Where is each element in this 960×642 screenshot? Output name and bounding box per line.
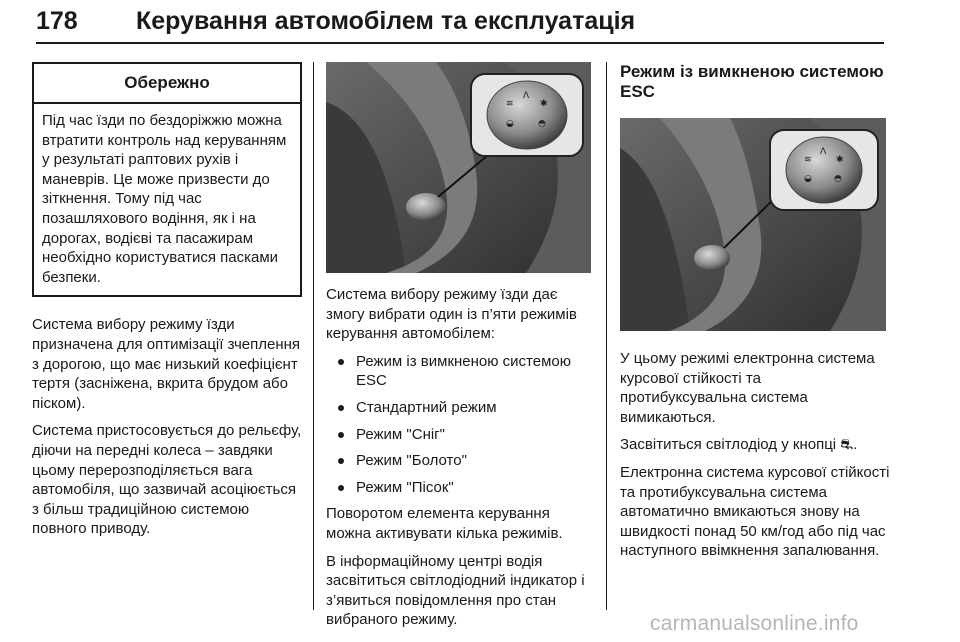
svg-text:≋: ≋ xyxy=(506,99,514,109)
esc-off-icon: ⛐. xyxy=(840,436,858,454)
section-heading: Режим із вимкненою системою ESC xyxy=(620,62,884,101)
svg-text:✱: ✱ xyxy=(540,99,548,109)
warning-body: Під час їзди по бездоріжжю можна втратити контроль над керуванням у результаті раптових рухів і маневрів. Це може призвести до зіткнення. Тому під час позашляхового водіння, як і на дорогах, водієві та пасажирам необхідно користуватися пасками безпеки. xyxy=(42,112,287,286)
paragraph: Поворотом елемента керування можна активувати кілька режимів. xyxy=(326,505,563,542)
svg-text:Λ: Λ xyxy=(820,147,827,157)
svg-text:◓: ◓ xyxy=(538,119,546,129)
paragraph: У цьому режимі електронна система курсової стійкості та протибуксувальна система вимикаються. xyxy=(620,350,875,426)
list-item: Режим "Болото" xyxy=(326,451,594,471)
svg-text:◓: ◓ xyxy=(834,174,842,184)
paragraph: В інформаційному центрі водія засвітиться світлодіодний індикатор і з’явиться повідомлення про стан вибраного режиму. xyxy=(326,552,585,629)
page-header xyxy=(36,8,884,44)
drive-mode-dial-photo xyxy=(326,62,591,273)
mode-list xyxy=(326,352,594,498)
list-item: Стандартний режим xyxy=(326,398,594,418)
warning-box xyxy=(32,62,302,297)
list-item: Режим "Сніг" xyxy=(326,425,594,445)
paragraph xyxy=(620,435,890,455)
svg-text:Λ: Λ xyxy=(523,91,530,101)
svg-text:◒: ◒ xyxy=(506,119,514,129)
svg-text:✱: ✱ xyxy=(836,155,844,165)
paragraph: Система вибору режиму їзди дає змогу вибрати один із п’яти режимів керування автомобілем: xyxy=(326,286,577,343)
column-middle xyxy=(326,62,594,638)
column-divider xyxy=(313,62,314,610)
page-number: 178 xyxy=(36,7,78,35)
page-title: Керування автомобілем та експлуатація xyxy=(136,7,636,35)
list-item: Режим "Пісок" xyxy=(326,478,594,498)
paragraph-text: Засвітиться світлодіод у кнопці xyxy=(620,436,837,454)
paragraph: Система вибору режиму їзди призначена для оптимізації зчеплення з дорогою, що має низький коефіцієнт тертя (засніжена, вкрита брудом або піском). xyxy=(32,316,301,412)
console-illustration xyxy=(326,62,591,273)
drive-mode-dial-photo xyxy=(620,118,886,331)
console-illustration xyxy=(620,118,886,331)
svg-text:≋: ≋ xyxy=(804,155,812,165)
list-item: Режим із вимкненою системою ESC xyxy=(326,352,594,391)
warning-title: Обережно xyxy=(34,64,300,104)
column-left xyxy=(32,62,304,547)
watermark: carmanualsonline.info xyxy=(650,612,859,635)
paragraph: Електронна система курсової стійкості та протибуксувальна система автоматично вмикаються знову на швидкості понад 50 км/год або під час наступного ввімкнення запалювання. xyxy=(620,463,890,560)
svg-text:◒: ◒ xyxy=(804,174,812,184)
column-right xyxy=(620,62,890,569)
column-divider xyxy=(606,62,607,610)
paragraph: Система пристосовується до рельєфу, діючи на передні колеса – завдяки цьому перерозподіляється вага автомобіля, що зазвичай асоціюється з більш традиційною системою повного приводу. xyxy=(32,422,302,538)
